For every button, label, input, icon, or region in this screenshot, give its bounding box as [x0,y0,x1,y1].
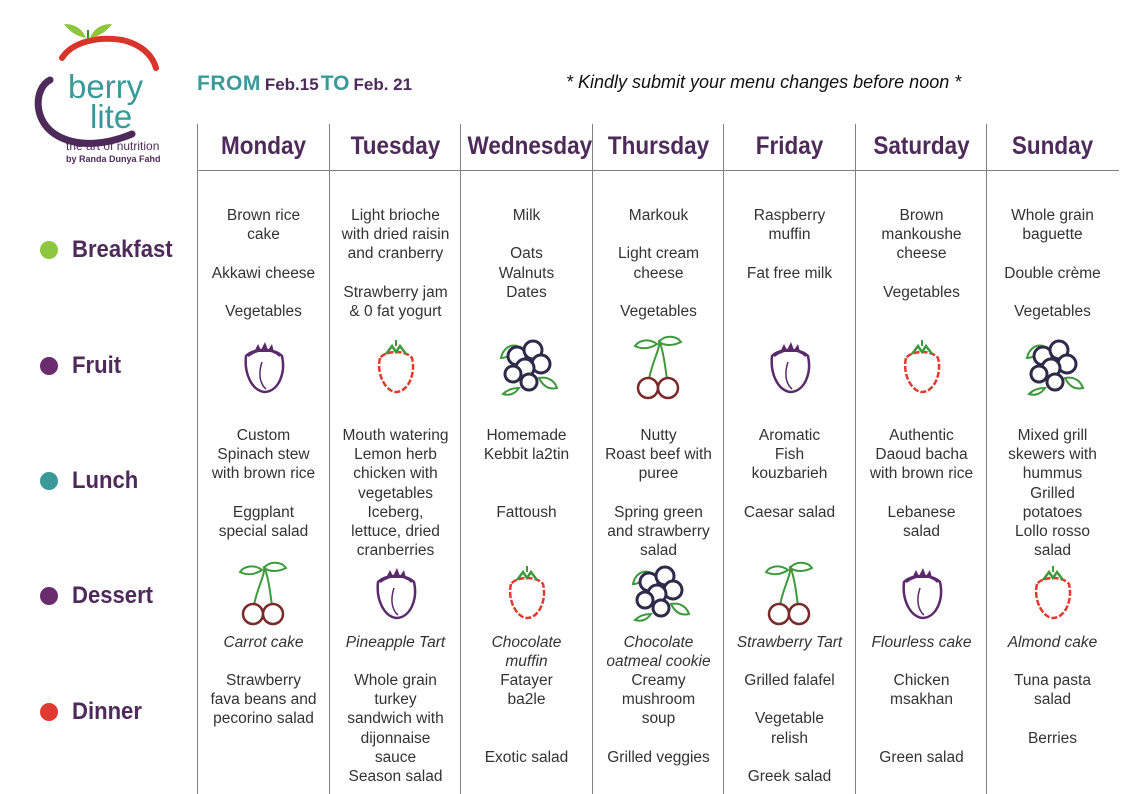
dinner-line: turkey [374,691,417,709]
dessert-items [330,633,461,652]
meal-fruit [40,352,125,380]
from-date: Feb.15 [264,75,319,94]
lunch-line: salad [639,542,678,560]
dinner-line [856,709,987,728]
logo-tagline [66,140,161,166]
breakfast-line [461,225,592,244]
fig-icon [366,560,426,629]
lunch-line: cranberries [356,542,435,560]
cherries-icon [236,560,292,631]
lunch-line: with brown rice [869,465,974,483]
dinner-items [856,671,987,767]
lunch-line: Spring green [614,503,703,521]
lunch-line: Lemon herb [354,446,437,464]
breakfast-line: Whole grain [1011,207,1094,224]
from-label: FROM [197,72,261,95]
day-heading: Wednesday [467,132,593,160]
dessert-line: Flourless cake [871,634,972,651]
day-heading: Saturday [873,132,970,160]
svg-text:lite: lite [90,98,133,135]
dessert-line: Strawberry Tart [736,634,843,651]
breakfast-line: Brown rice [226,207,301,224]
dinner-line: Season salad [348,768,443,786]
svg-text:berry: berry [68,68,144,105]
dinner-line: Creamy [631,672,686,689]
breakfast-line: Walnuts [498,264,555,282]
lunch-line: chicken with [353,465,438,483]
dinner-line: sauce [374,748,417,766]
lunch-line: vegetables [358,484,433,502]
dinner-items [461,671,592,767]
dinner-line: soup [641,710,676,728]
byline-text: by Randa Dunya Fahd [66,154,161,164]
lunch-items [724,426,855,522]
breakfast-items [330,206,461,321]
breakfast-dot-icon [40,241,58,259]
dinner-line: Exotic salad [484,748,569,766]
dinner-line: mushroom [621,691,696,709]
breakfast-items [198,206,329,321]
lunch-line: salad [902,523,941,541]
breakfast-line [724,244,855,263]
dinner-line [856,729,987,748]
breakfast-line [593,225,724,244]
menu-grid [197,124,1119,794]
meal-breakfast [40,236,181,264]
breakfast-line: cake [247,226,280,244]
lunch-line: Grilled [1030,484,1075,502]
breakfast-line: muffin [768,226,811,244]
dinner-items [593,671,724,767]
dinner-line: pecorino salad [213,710,314,728]
breakfast-line: with dried raisin [341,226,450,244]
breakfast-line: Fat free milk [746,264,833,282]
breakfast-line: cheese [633,264,684,282]
day-heading: Thursday [607,132,710,160]
breakfast-line [593,283,724,302]
breakfast-line: Double crème [1004,264,1101,282]
lunch-line [593,484,724,503]
dinner-line: Berries [1027,729,1078,747]
meal-label: Dinner [72,698,142,725]
blueberries-icon [495,334,559,403]
dinner-items [330,671,461,786]
dinner-line: dijonnaise [360,729,431,747]
breakfast-items [593,206,724,321]
lunch-line: Kebbit la2tin [483,446,570,464]
meal-label: Dessert [72,582,154,609]
lunch-line: Nutty [640,427,677,444]
blueberries-icon [1021,334,1085,403]
dinner-items [724,671,855,786]
breakfast-line [330,264,461,283]
dinner-line: Tuna pasta [1014,672,1091,689]
dinner-line [461,729,592,748]
lunch-line: with brown rice [211,465,316,483]
lunch-line [461,484,592,503]
lunch-line: Lebanese [887,503,956,521]
breakfast-line: Strawberry jam [343,283,448,301]
strawberry-icon [497,560,557,629]
dessert-items [987,633,1118,652]
day-heading: Friday [755,132,824,160]
cherries-icon [631,334,687,405]
lunch-line: Fish [774,446,805,464]
lunch-line: Iceberg, [367,503,424,521]
dessert-line: muffin [505,653,548,671]
dinner-line [461,709,592,728]
fig-icon [234,334,294,403]
strawberry-icon [892,334,952,403]
breakfast-line: cheese [896,245,947,263]
breakfast-items [724,206,855,283]
to-label: TO [320,72,350,95]
dinner-line: Grilled veggies [607,748,710,766]
strawberry-icon [366,334,426,403]
dinner-line: Chicken [893,672,950,689]
breakfast-line: Dates [506,283,547,301]
dinner-line [987,709,1118,728]
dessert-items [461,633,592,671]
fruit-dot-icon [40,357,58,375]
lunch-line: Roast beef with [605,446,712,464]
dinner-line: salad [1033,691,1072,709]
lunch-line: Lollo rosso [1015,523,1090,541]
breakfast-line: Raspberry [753,207,826,224]
lunch-line: lettuce, dried [351,523,440,541]
meal-label: Fruit [72,352,122,379]
breakfast-line: & 0 fat yogurt [349,303,442,321]
lunch-line: Mouth watering [342,427,449,444]
dinner-line: Greek salad [747,768,832,786]
blueberries-icon [627,560,691,629]
fig-icon [892,560,952,629]
meal-label: Breakfast [72,236,173,263]
lunch-line: salad [1033,542,1072,560]
breakfast-line: Vegetables [883,283,960,301]
lunch-line: Fattoush [496,503,557,521]
lunch-line: Spinach stew [217,446,310,464]
lunch-line: Mixed grill [1017,427,1088,444]
dessert-line: Chocolate [491,634,562,651]
lunch-line: potatoes [1022,503,1083,521]
dinner-line: Grilled falafel [744,672,835,689]
dinner-items [987,671,1118,748]
dessert-line: Chocolate [623,634,694,651]
lunch-items [856,426,987,541]
dinner-line [724,748,855,767]
lunch-line: Caesar salad [743,503,836,521]
breakfast-line [987,283,1118,302]
breakfast-line: Light brioche [351,207,440,224]
lunch-line: Custom [236,427,291,444]
meal-label: Lunch [72,467,139,494]
dinner-line: ba2le [507,691,546,709]
breakfast-line: Oats [510,245,543,263]
meal-lunch [40,467,144,495]
lunch-line: puree [638,465,679,483]
lunch-line: Aromatic [758,427,821,444]
meal-dinner [40,698,148,726]
lunch-line: special salad [218,523,309,541]
breakfast-line: Akkawi cheese [211,264,316,282]
breakfast-line [198,283,329,302]
lunch-line [724,484,855,503]
dinner-line: relish [770,729,809,747]
lunch-items [198,426,329,541]
strawberry-icon [1023,560,1083,629]
breakfast-line: Vegetables [620,303,697,321]
dinner-line: sandwich with [347,710,444,728]
fig-icon [760,334,820,403]
dinner-items [198,671,329,729]
breakfast-items [461,206,592,302]
dinner-line: msakhan [890,691,953,709]
breakfast-line: mankoushe [881,226,962,244]
breakfast-line [198,244,329,263]
dessert-items [856,633,987,652]
meal-dessert [40,582,160,610]
breakfast-line: Light cream [618,245,699,263]
day-heading: Sunday [1011,132,1094,160]
lunch-items [461,426,592,522]
lunch-line [461,464,592,483]
lunch-items [593,426,724,560]
dinner-line [593,729,724,748]
dinner-line: fava beans and [210,691,317,709]
lunch-line: skewers with [1008,446,1097,464]
date-range [197,72,414,102]
lunch-line: Eggplant [232,503,295,521]
dinner-line: Green salad [879,748,964,766]
dinner-line: Strawberry [226,672,301,689]
tagline-text: the art of nutrition [66,139,160,153]
dessert-dot-icon [40,587,58,605]
breakfast-line: and cranberry [347,245,444,263]
dinner-line [724,690,855,709]
day-heading: Monday [220,132,306,160]
lunch-line [856,484,987,503]
dessert-items [724,633,855,652]
to-date: Feb. 21 [353,75,413,94]
dessert-line: Carrot cake [223,634,304,651]
breakfast-items [987,206,1118,321]
dessert-line: oatmeal cookie [606,653,711,671]
breakfast-line [856,264,987,283]
lunch-line: kouzbarieh [751,465,828,483]
day-heading: Tuesday [350,132,441,160]
dessert-items [198,633,329,652]
breakfast-line: Milk [512,207,541,224]
menu-notice: * Kindly submit your menu changes before noon * [566,72,962,92]
lunch-line: Daoud bacha [875,446,968,464]
dessert-line: Almond cake [1007,634,1098,651]
dessert-line: Pineapple Tart [345,634,446,651]
header-divider [197,170,1119,171]
cherries-icon [762,560,818,631]
breakfast-line: Brown [899,207,944,224]
lunch-items [330,426,461,560]
breakfast-line: Markouk [628,207,689,224]
breakfast-items [856,206,987,302]
lunch-line: and strawberry [607,523,710,541]
lunch-line [198,484,329,503]
lunch-line: hummus [1022,465,1083,483]
lunch-dot-icon [40,472,58,490]
dinner-line: Whole grain [354,672,437,689]
lunch-line: Authentic [889,427,954,444]
breakfast-line: Vegetables [225,303,302,321]
dinner-dot-icon [40,703,58,721]
dessert-items [593,633,724,671]
breakfast-line [987,244,1118,263]
lunch-line: Homemade [486,427,567,444]
lunch-items [987,426,1118,560]
dinner-line: Fatayer [500,672,553,689]
breakfast-line: Vegetables [1014,303,1091,321]
breakfast-line: baguette [1022,226,1083,244]
dinner-line: Vegetable [755,710,824,728]
